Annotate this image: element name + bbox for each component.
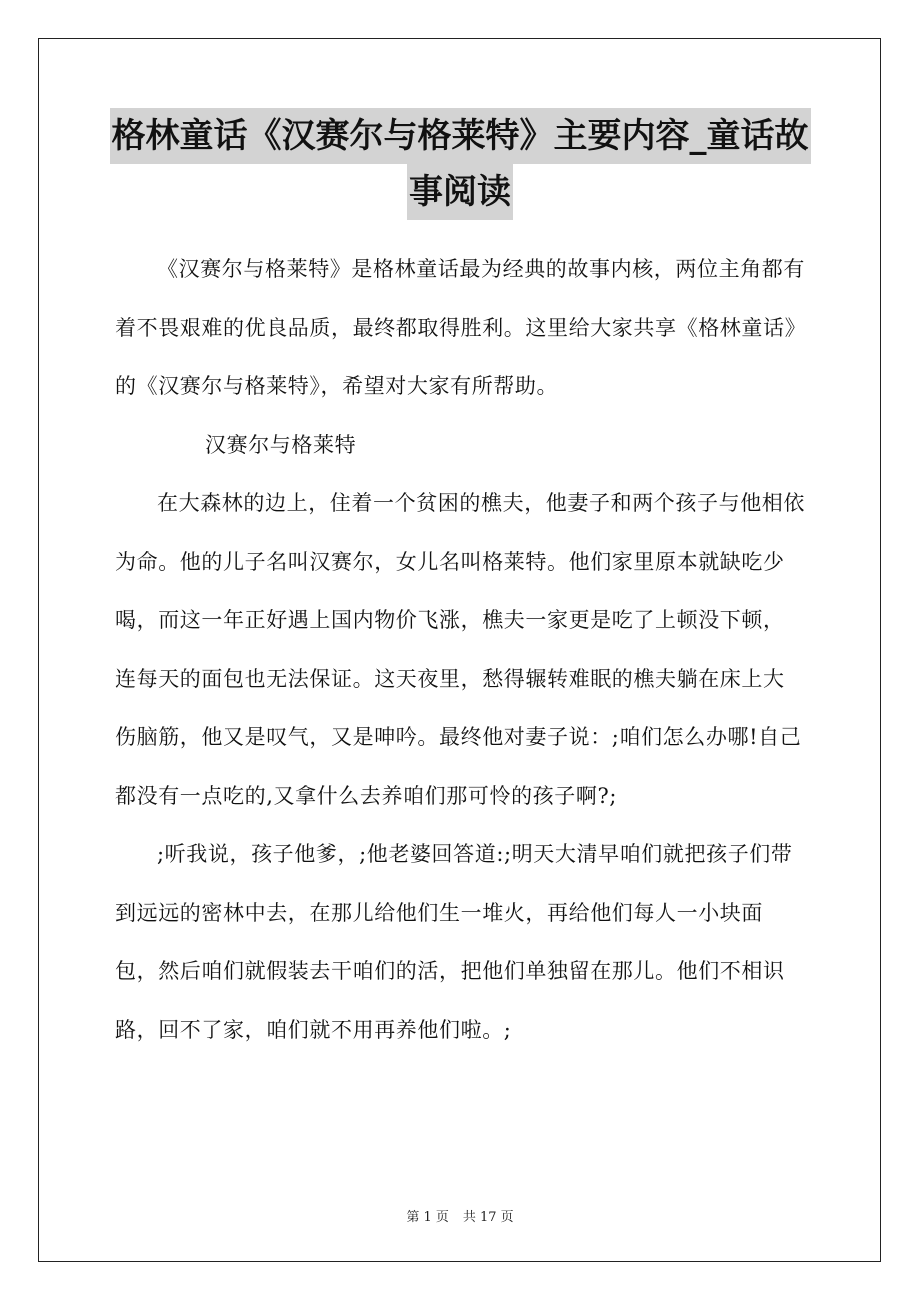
story-paragraph-2: ;听我说，孩子他爹，;他老婆回答道:;明天大清早咱们就把孩子们带到远远的密林中去，在那儿给他们生一堆火，再给他们每人一小块面包，然后咱们就假装去干咱们的活，把他们单独留在那儿。他们不相识路，回不了家，咱们就不用再养他们啦。; [115,842,793,1042]
title-line-1: 格林童话《汉赛尔与格莱特》主要内容_童话故 [110,108,811,164]
story-paragraph-1: 在大森林的边上，住着一个贫困的樵夫，他妻子和两个孩子与他相依为命。他的儿子名叫汉赛尔，女儿名叫格莱特。他们家里原本就缺吃少喝，而这一年正好遇上国内物价飞涨，樵夫一家更是吃了上顿没下顿，连每天的面包也无法保证。这天夜里，愁得辗转难眠的樵夫躺在床上大伤脑筋，他又是叹气，又是呻吟。最终他对妻子说：;咱们怎么办哪!自己都没有一点吃的,又拿什么去养咱们那可怜的孩子啊?; [115,491,805,808]
page-total: 共 17 页 [462,1210,514,1225]
story-subheading: 汉赛尔与格莱特 [205,432,357,457]
document-body [115,240,805,1059]
page-footer [0,1206,920,1225]
intro-paragraph: 《汉赛尔与格莱特》是格林童话最为经典的故事内核，两位主角都有着不畏艰难的优良品质，最终都取得胜利。这里给大家共享《格林童话》的《汉赛尔与格莱特》，希望对大家有所帮助。 [115,257,805,398]
document-title [100,108,820,220]
page-number: 第 1 页 [406,1210,449,1225]
title-line-2: 事阅读 [407,164,513,220]
